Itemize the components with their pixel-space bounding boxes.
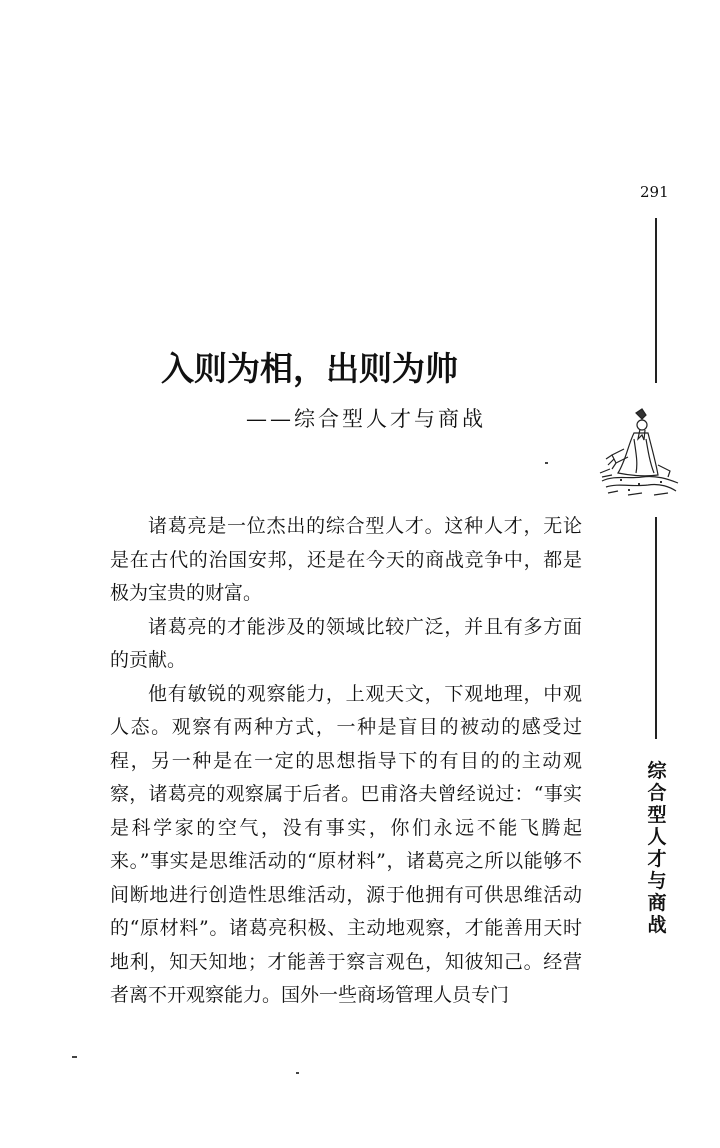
margin-rule-top [655,218,657,383]
body-text [110,510,582,1013]
chapter-subtitle: ——综合型人才与商战 [246,407,486,431]
paragraph: 诸葛亮是一位杰出的综合型人才。这种人才，无论是在古代的治国安邦，还是在今天的商战竞争中，都是极为宝贵的财富。 [110,515,582,604]
seated-scholar-illustration [598,405,680,501]
chapter-title: 入则为相，出则为帅 [161,349,458,388]
margin-rule-middle [655,517,657,739]
side-chapter-title: 综合型人才与商战 [647,760,667,936]
paragraph: 他有敏锐的观察能力，上观天文，下观地理，中观人态。观察有两种方式，一种是盲目的被动的感受过程，另一种是在一定的思想指导下的有目的的主动观察，诸葛亮的观察属于后者。巴甫洛夫曾经说过：“事实是科学家的空气，没有事实，你们永远不能飞腾起来。”事实是思维活动的“原材料”，诸葛亮之所以能够不间断地进行创造性思维活动，源于他拥有可供思维活动的“原材料”。诸葛亮积极、主动地观察，才能善用天时地利，知天知地；才能善于察言观色，知彼知己。经营者离不开观察能力。国外一些商场管理人员专门 [110,682,582,1006]
speck [296,1072,299,1074]
paragraph: 诸葛亮的才能涉及的领域比较广泛，并且有多方面的贡献。 [110,615,582,671]
speck [72,1056,77,1058]
page-number: 291 [640,183,669,201]
speck [545,462,548,464]
